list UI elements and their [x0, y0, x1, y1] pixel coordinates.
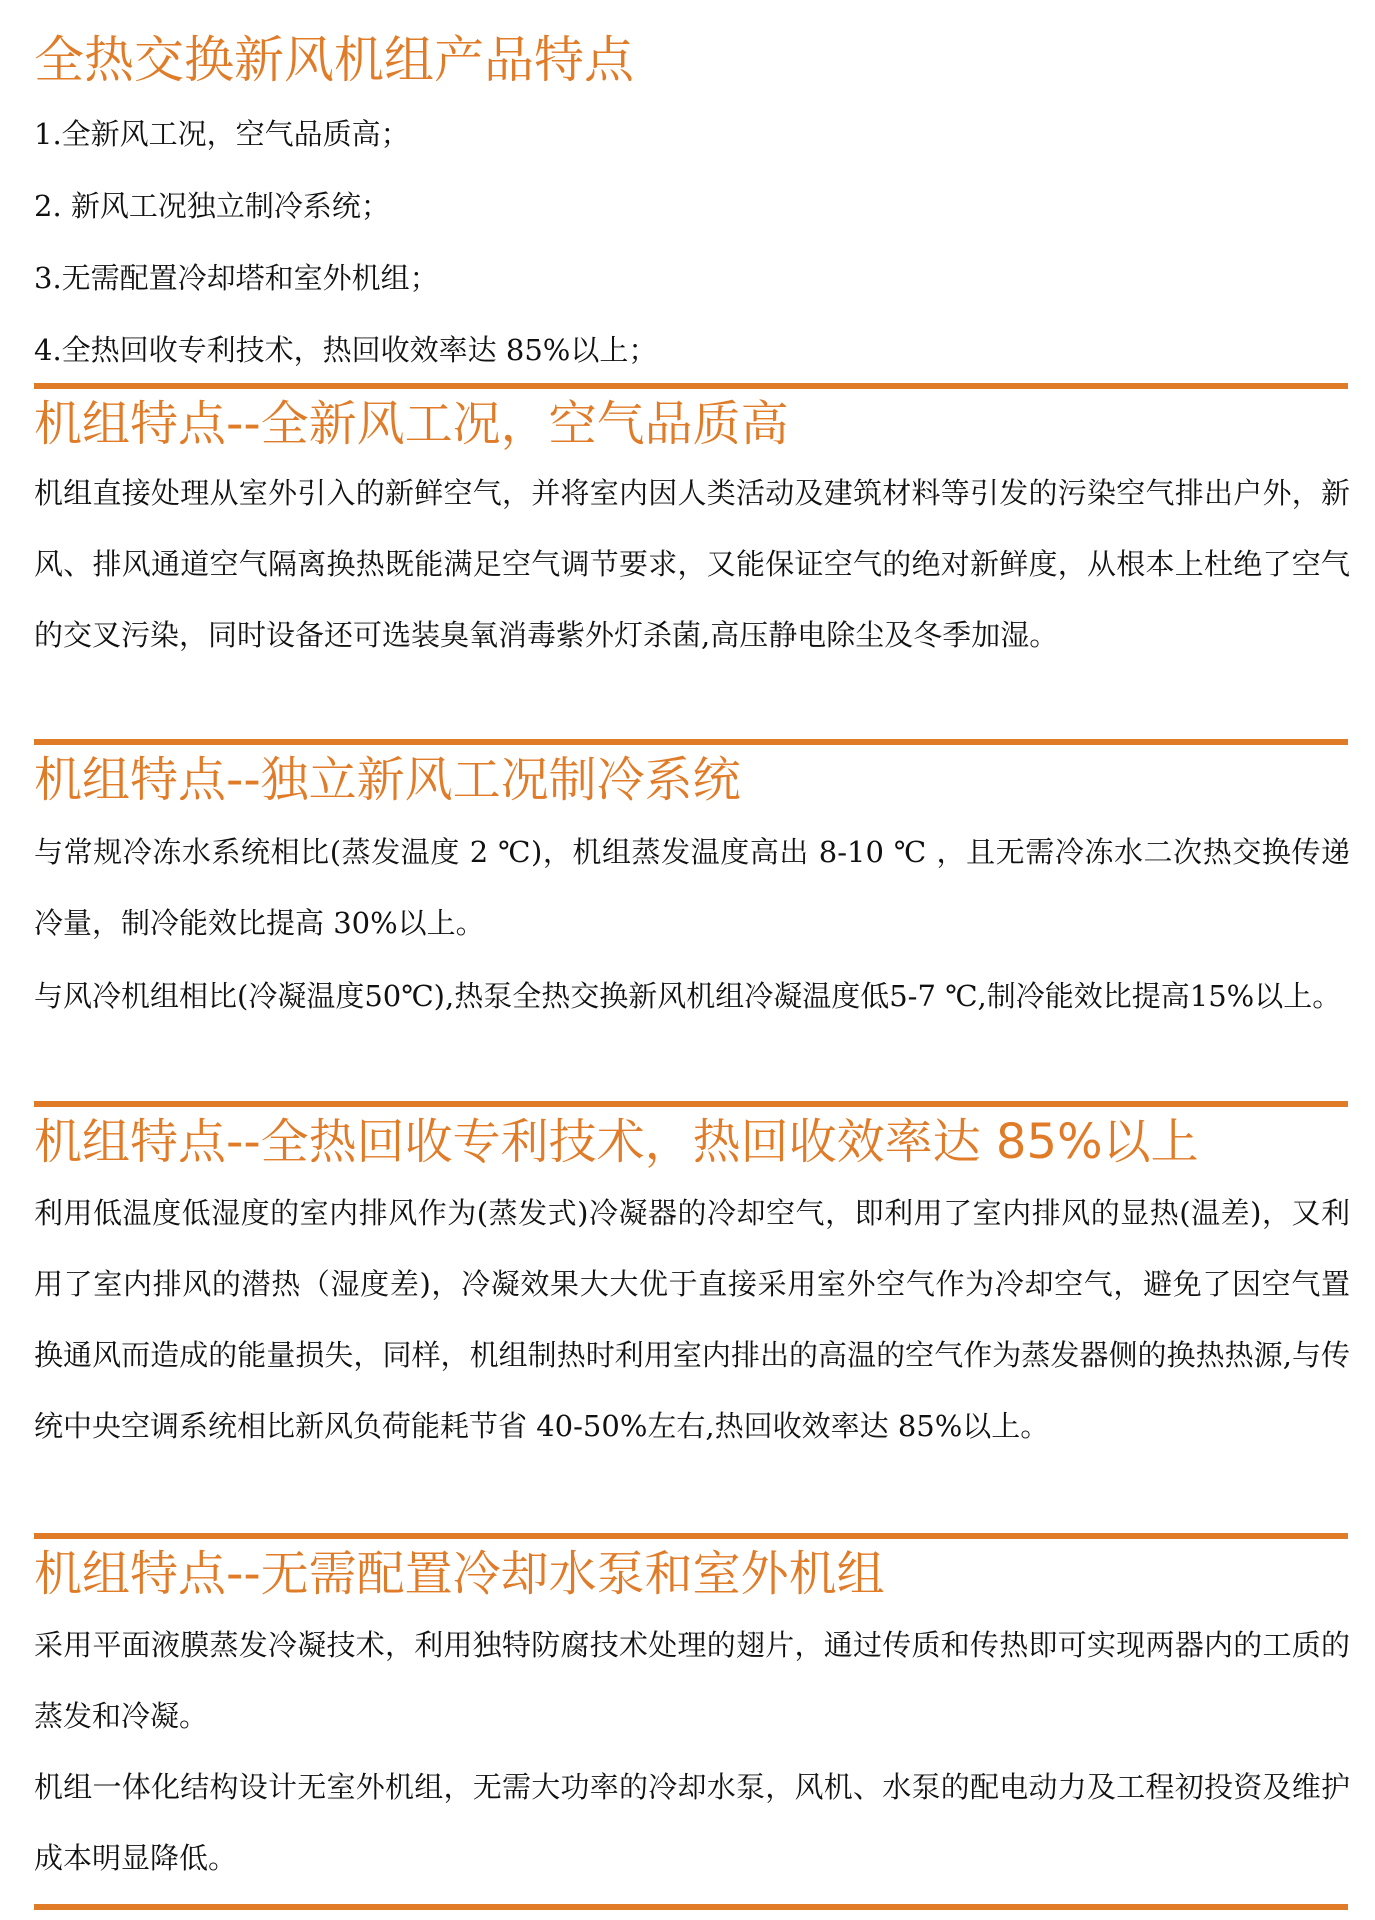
feature-list-item: 1.全新风工况，空气品质高； — [34, 117, 410, 151]
section-divider — [34, 739, 1348, 745]
section-divider — [34, 1101, 1348, 1107]
section-divider — [34, 1533, 1348, 1539]
section-paragraph: 采用平面液膜蒸发冷凝技术，利用独特防腐技术处理的翅片，通过传质和传热即可实现两器内的工质的蒸发和冷凝。 — [34, 1628, 1350, 1733]
feature-list-item: 3.无需配置冷却塔和室外机组； — [34, 261, 439, 295]
section-divider — [34, 383, 1348, 389]
section-title: 机组特点--无需配置冷却水泵和室外机组 — [34, 1546, 885, 1602]
section-title: 机组特点--全热回收专利技术，热回收效率达 85%以上 — [34, 1114, 1199, 1170]
section-paragraph: 与风冷机组相比(冷凝温度50℃),热泵全热交换新风机组冷凝温度低5-7 ℃,制冷能效比提高15%以上。 — [34, 979, 1342, 1013]
section-title: 机组特点--全新风工况，空气品质高 — [34, 396, 789, 452]
section-paragraph: 机组直接处理从室外引入的新鲜空气，并将室内因人类活动及建筑材料等引发的污染空气排出户外，新风、排风通道空气隔离换热既能满足空气调节要求，又能保证空气的绝对新鲜度，从根本上杜绝了空气的交叉污染，同时设备还可选装臭氧消毒紫外灯杀菌,高压静电除尘及冬季加湿。 — [34, 476, 1350, 652]
page-title: 全热交换新风机组产品特点 — [34, 31, 634, 89]
feature-list-item: 2. 新风工况独立制冷系统； — [34, 189, 390, 223]
section-title: 机组特点--独立新风工况制冷系统 — [34, 752, 741, 808]
feature-list-item: 4.全热回收专利技术，热回收效率达 85%以上； — [34, 333, 658, 367]
section-paragraph: 与常规冷冻水系统相比(蒸发温度 2 ℃)，机组蒸发温度高出 8-10 ℃ ，且无需冷冻水二次热交换传递冷量，制冷能效比提高 30%以上。 — [34, 835, 1350, 940]
section-divider — [34, 1904, 1348, 1910]
section-paragraph: 利用低温度低湿度的室内排风作为(蒸发式)冷凝器的冷却空气，即利用了室内排风的显热(温差)，又利用了室内排风的潜热（湿度差)，冷凝效果大大优于直接采用室外空气作为冷却空气，避免了因空气置换通风而造成的能量损失，同样，机组制热时利用室内排出的高温的空气作为蒸发器侧的换热热源,与传统中央空调系统相比新风负荷能耗节省 40-50%左右,热回收效率达 85%以上。 — [34, 1196, 1350, 1443]
section-paragraph: 机组一体化结构设计无室外机组，无需大功率的冷却水泵，风机、水泵的配电动力及工程初投资及维护成本明显降低。 — [34, 1770, 1350, 1875]
